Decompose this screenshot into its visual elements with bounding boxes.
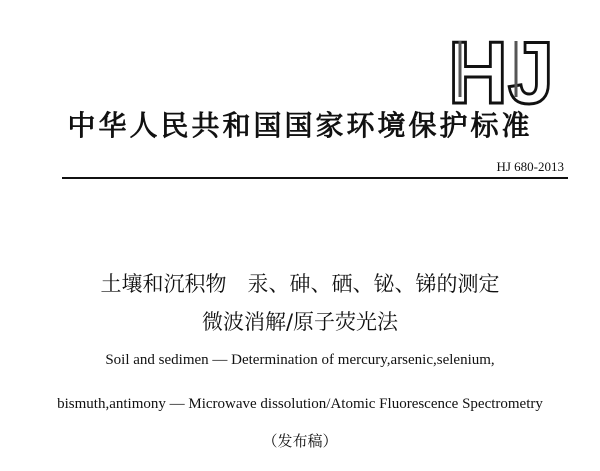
title-chinese-line-1: 土壤和沉积物 汞、砷、硒、铋、锑的测定 (100, 272, 500, 296)
title-english-line-1: Soil and sedimen — Determination of mercury,arsenic,selenium, (105, 352, 495, 368)
hj-logo (446, 33, 556, 107)
title-english-line-2: bismuth,antimony — Microwave dissolution/Atomic Fluorescence Spectrometry (57, 396, 543, 412)
header-rule (62, 177, 568, 179)
hj-logo-lettering: HJ (448, 33, 554, 107)
title-chinese-line-2: 微波消解/原子荧光法 (201, 310, 399, 334)
standard-category-name: 中华人民共和国国家环境保护标准 (67, 109, 533, 142)
release-draft-label: （发布稿） (262, 432, 338, 450)
hj-logo-graphic (446, 33, 556, 107)
standard-code: HJ 680-2013 (496, 159, 564, 174)
